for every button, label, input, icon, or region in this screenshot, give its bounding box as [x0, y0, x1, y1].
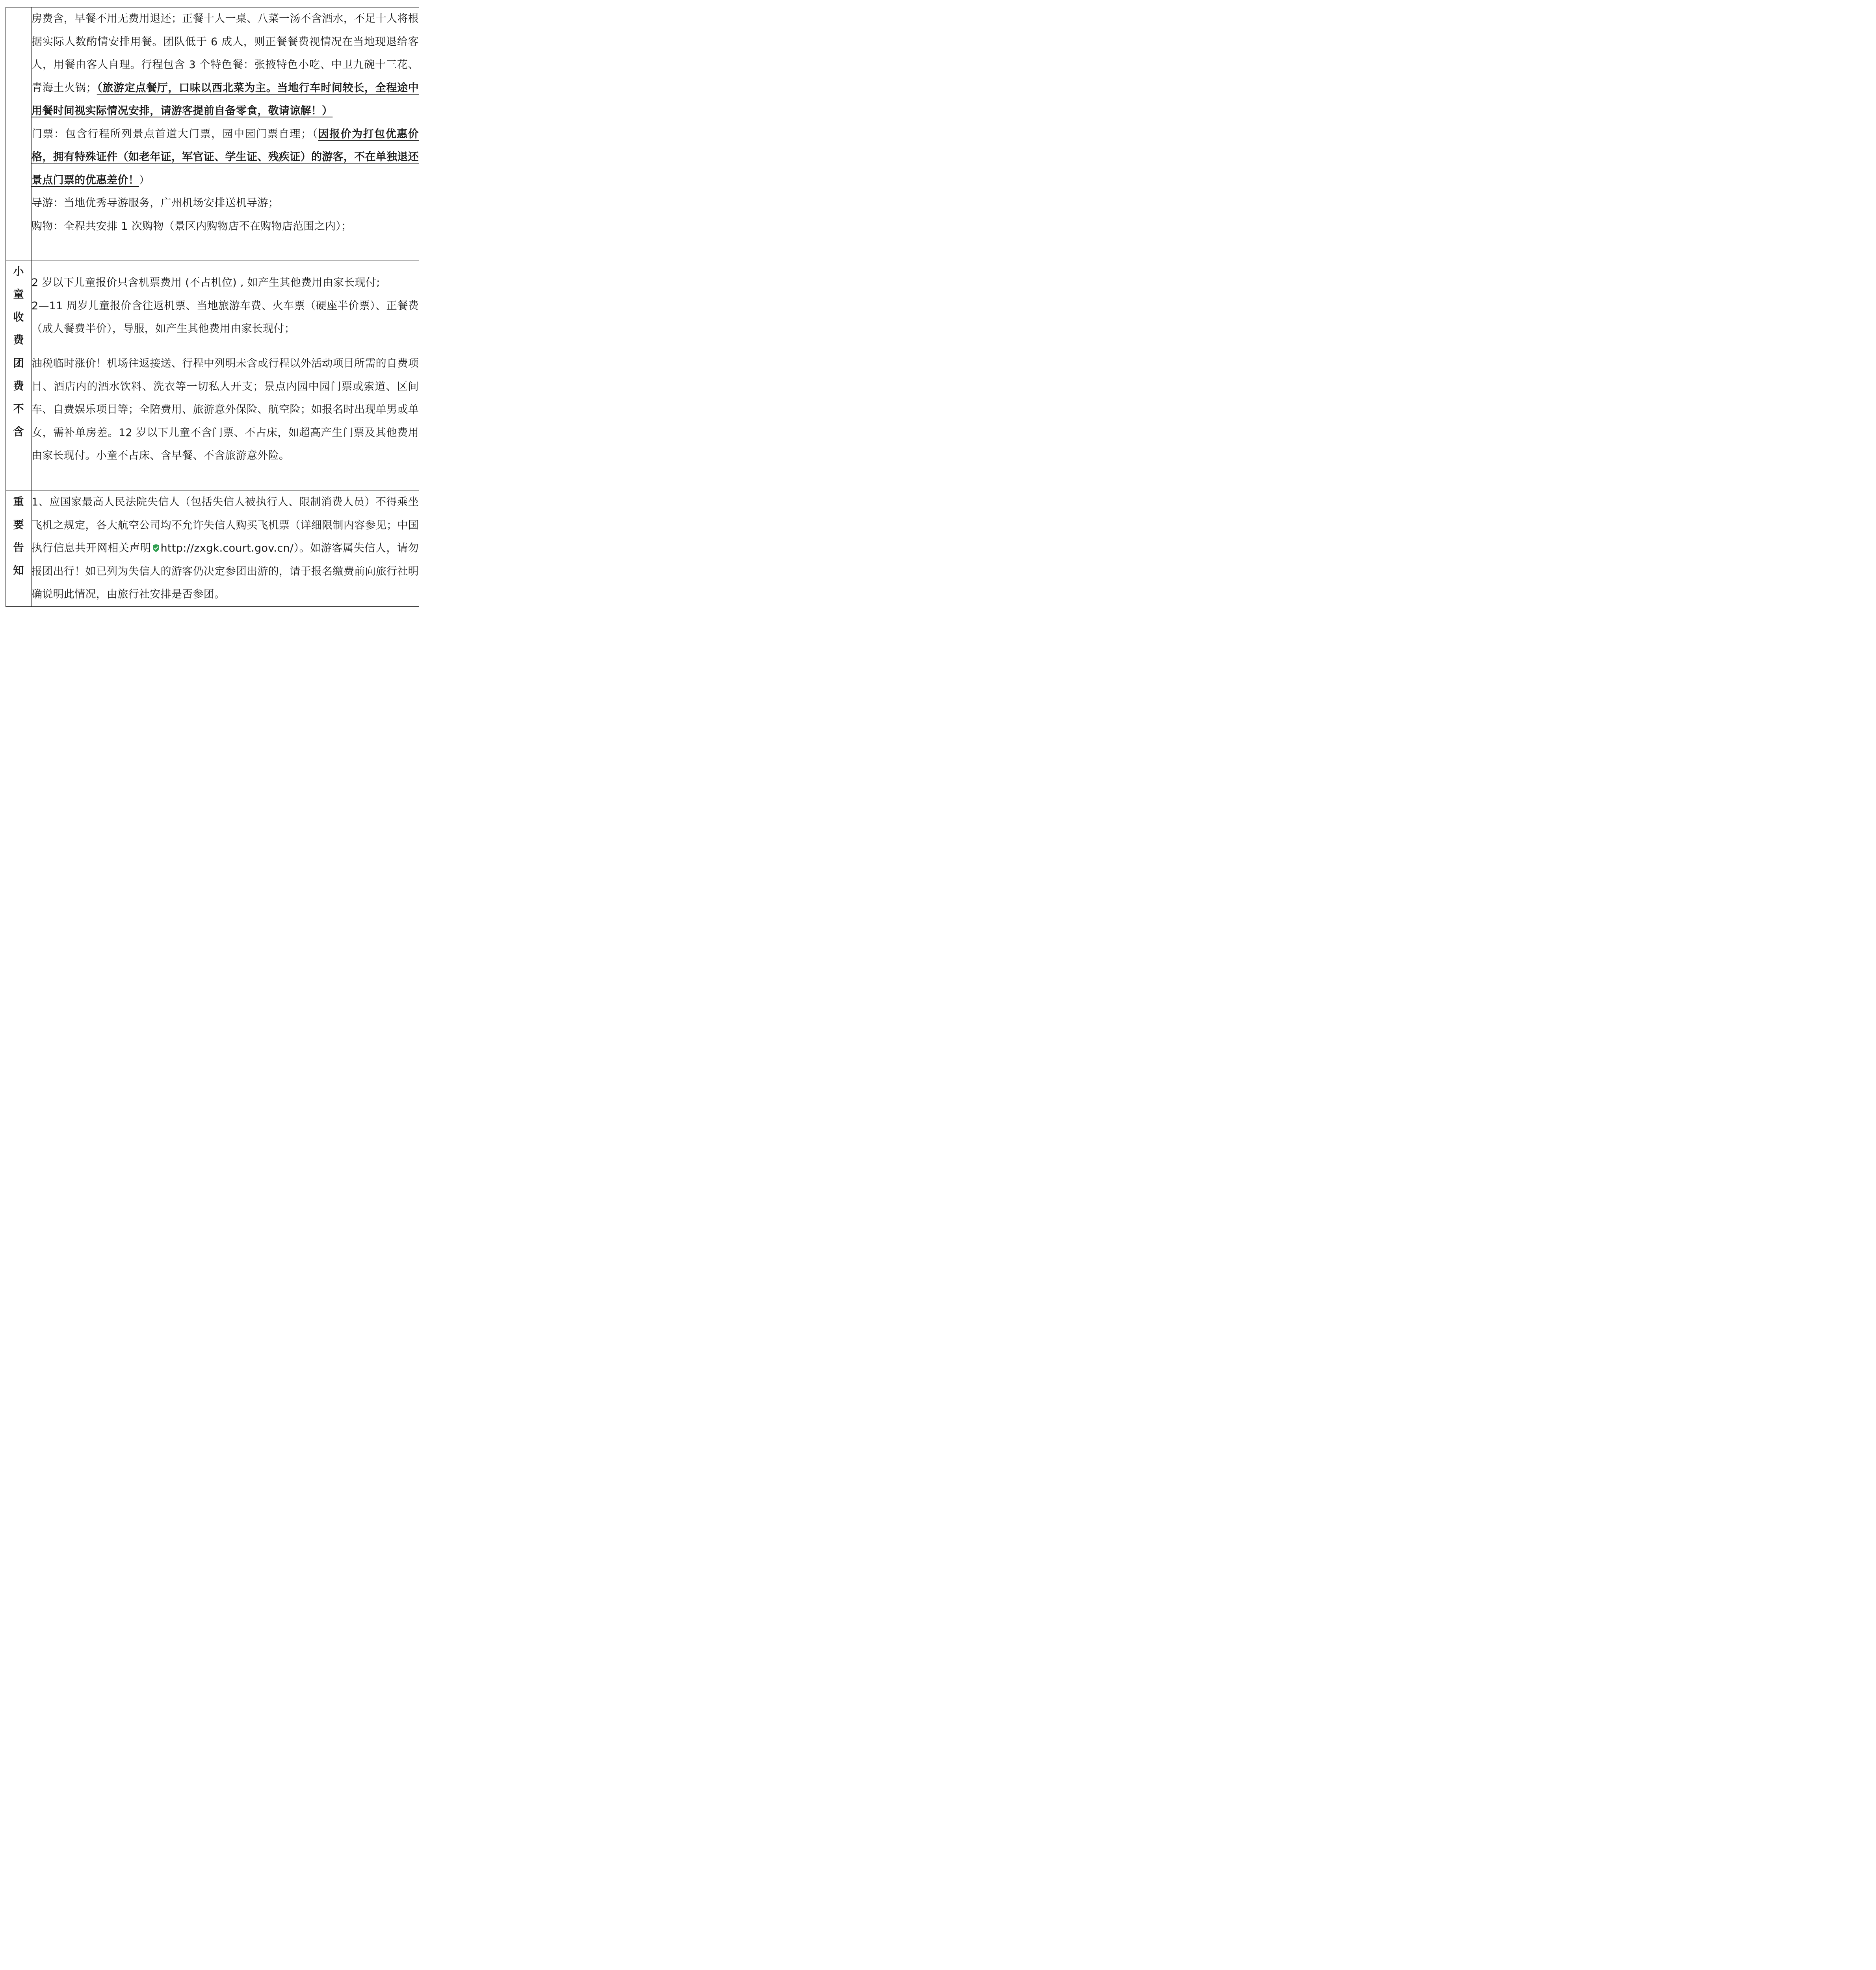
table-row-important-notice	[6, 491, 419, 607]
meals-notice-emphasis: （旅游定点餐厅，口味以西北菜为主。当地行车时间较长，全程途中用餐时间视实际情况安排，请游客提前自备零食，敬请谅解！）	[32, 82, 419, 117]
row-content-included-services	[32, 7, 419, 260]
court-website-link[interactable]: http://zxgk.court.gov.cn/	[160, 542, 294, 554]
row-label-important-notice: 重要告知	[6, 491, 32, 607]
child-under-2-paragraph: 2 岁以下儿童报价只含机票费用 (不占机位) , 如产生其他费用由家长现付;	[32, 277, 380, 289]
row-content-not-included	[32, 352, 419, 491]
important-notice-paragraph	[32, 491, 419, 606]
notice-text-before-link: 1、应国家最高人民法院失信人（包括失信人被执行人、限制消费人员）不得乘坐飞机之规定，各大航空公司均不允许失信人购买飞机票（详细限制内容参见；中国执行信息共开网相关声明	[32, 496, 419, 554]
row-label-child-fees: 小童收费	[6, 260, 32, 352]
guide-paragraph: 导游：当地优秀导游服务，广州机场安排送机导游；	[32, 197, 279, 209]
verified-shield-icon	[152, 544, 160, 552]
itinerary-terms-table	[6, 7, 419, 607]
child-2-11-paragraph: 2—11 周岁儿童报价含往返机票、当地旅游车费、火车票（硬座半价票）、正餐费（成人餐费半价），导服，如产生其他费用由家长现付；	[32, 299, 419, 335]
tickets-paragraph: 门票：包含行程所列景点首道大门票，园中园门票自理；（因报价为打包优惠价格，拥有特殊证件（如老年证，军官证、学生证、残疾证）的游客，不在单独退还景点门票的优惠差价！）	[32, 128, 419, 186]
row-label-not-included: 团费不含	[6, 352, 32, 491]
not-included-paragraph: 油税临时涨价！机场往返接送、行程中列明未含或行程以外活动项目所需的自费项目、酒店内的酒水饮料、洗衣等一切私人开支；景点内园中园门票或索道、区间车、自费娱乐项目等；全陪费用、旅游意外保险、航空险；如报名时出现单男或单女，需补单房差。12 岁以下儿童不含门票、不占床，如超高产生门票及其他费用由家长现付。小童不占床、含早餐、不含旅游意外险。	[32, 357, 419, 462]
row-content-child-fees	[32, 260, 419, 352]
meals-text: 房费含，早餐不用无费用退还；正餐十人一桌、八菜一汤不含酒水，不足十人将根据实际人数酌情安排用餐。团队低于 6 成人，则正餐餐费视情况在当地现退给客人，用餐由客人自理。行程包含 3 个特色餐：张掖特色小吃、中卫九碗十三花、青海土火锅；	[32, 13, 419, 94]
table-row-not-included	[6, 352, 419, 491]
row-content-important-notice	[32, 491, 419, 607]
table-row-child-fees	[6, 260, 419, 352]
meals-paragraph	[32, 7, 419, 123]
table-row-included-services	[6, 7, 419, 260]
tickets-notice-emphasis: 因报价为打包优惠价格，拥有特殊证件（如老年证，军官证、学生证、残疾证）的游客，不在单独退还景点门票的优惠差价！	[32, 128, 419, 186]
row-label-empty	[6, 7, 32, 260]
shopping-paragraph: 购物：全程共安排 1 次购物（景区内购物店不在购物店范围之内）；	[32, 220, 352, 232]
notice-text-after-link: ）。如游客属失信人，请勿报团出行！如已列为失信人的游客仍决定参团出游的，请于报名缴费前向旅行社明确说明此情况，由旅行社安排是否参团。	[32, 542, 419, 600]
tickets-text: 门票：包含行程所列景点首道大门票，园中园门票自理；（	[32, 128, 318, 140]
